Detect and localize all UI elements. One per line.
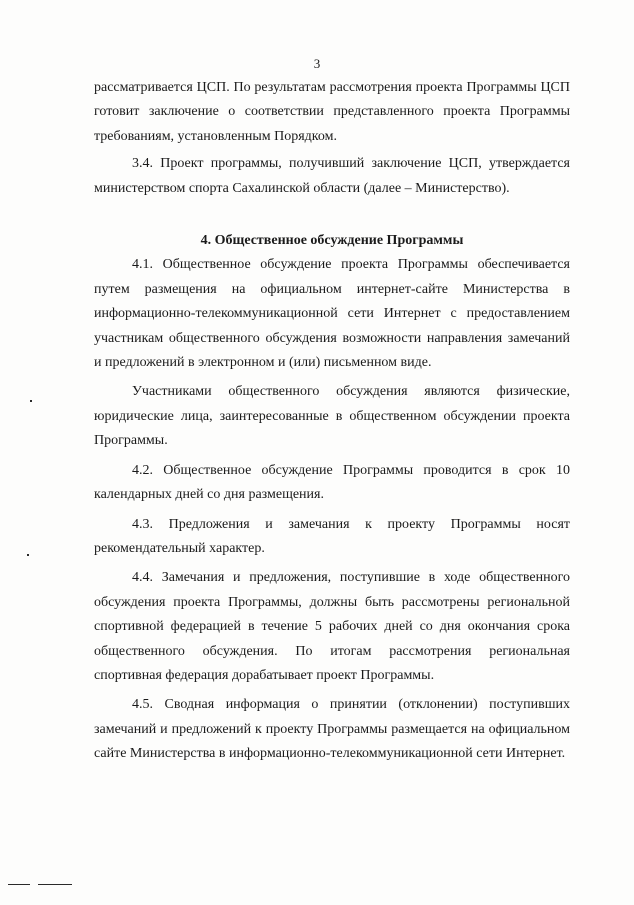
scan-mark	[8, 884, 30, 885]
paragraph-3-4: 3.4. Проект программы, получивший заключение ЦСП, утверждается министерством спорта Сахалинской области (далее – Министерство).	[94, 156, 570, 196]
scan-mark	[38, 884, 72, 885]
paragraph-participants: Участниками общественного обсуждения являются физические, юридические лица, заинтересованные в общественном обсуждении проекта Программы.	[94, 384, 570, 449]
scan-speck	[27, 554, 29, 556]
paragraph-4-1: 4.1. Общественное обсуждение проекта Программы обеспечивается путем размещения на официальном интернет-сайте Министерства в информационно-телекоммуникационной сети Интернет с предоставлением участникам общественного обсуждения возможности направления замечаний и предложений в электронном и (или) письменном виде.	[94, 257, 570, 371]
paragraph-continuation: рассматривается ЦСП. По результатам рассмотрения проекта Программы ЦСП готовит заключение о соответствии представленного проекта Программы требованиям, установленным Порядком.	[94, 80, 570, 144]
scan-speck	[30, 400, 32, 402]
paragraph-4-2: 4.2. Общественное обсуждение Программы проводится в срок 10 календарных дней со дня размещения.	[94, 462, 570, 503]
page-number: 3	[313, 56, 321, 71]
paragraph-4-5: 4.5. Сводная информация о принятии (отклонении) поступивших замечаний и предложений к проекту Программы размещается на официальном сайте Министерства в информационно-телекоммуникационной сети Интернет.	[94, 697, 570, 762]
paragraph-4-4: 4.4. Замечания и предложения, поступившие в ходе общественного обсуждения проекта Программы, должны быть рассмотрены региональной спортивной федерацией в течение 5 рабочих дней со дня окончания срока общественного обсуждения. По итогам рассмотрения региональная спортивная федерация дорабатывает проект Программы.	[94, 570, 570, 683]
paragraph-4-3: 4.3. Предложения и замечания к проекту Программы носят рекомендательный характер.	[94, 516, 570, 556]
document-body	[94, 76, 570, 767]
section-heading: 4. Общественное обсуждение Программы	[200, 233, 464, 249]
